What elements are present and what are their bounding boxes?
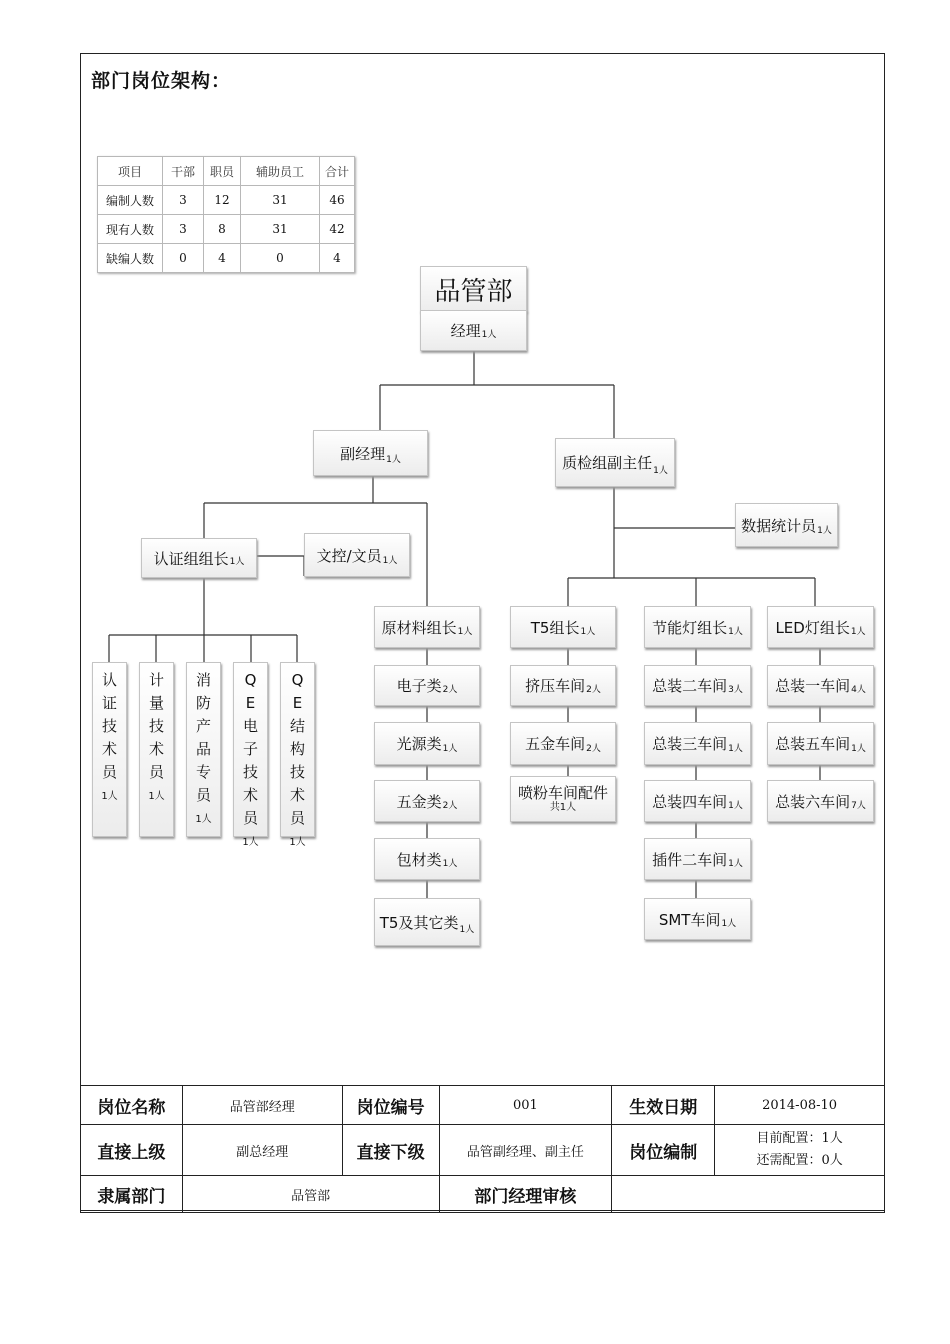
dept-title-box: [420, 266, 527, 312]
spray-title: 喷粉车间配件: [517, 784, 608, 802]
deputy-title: 副经理: [340, 444, 386, 463]
qe-structure-count: 1人: [289, 837, 306, 848]
table-cell: 12: [204, 186, 241, 215]
stats-count: 1人: [817, 526, 832, 536]
manager-count: 1人: [481, 330, 497, 340]
table-row: [81, 1176, 885, 1213]
review-label: 部门经理审核: [439, 1176, 612, 1213]
led-item-count: 1人: [851, 744, 866, 754]
material-item-electronic: [374, 665, 480, 706]
table-cell: 4: [320, 244, 355, 273]
eco-item-title: 总装四车间: [652, 792, 728, 811]
material-item-light-source: [374, 722, 480, 765]
superior-label: 直接上级: [81, 1125, 183, 1176]
effective-date-value: 2014-08-10: [715, 1086, 885, 1125]
deputy-count: 1人: [386, 455, 401, 465]
doc-control-box: [304, 533, 410, 577]
eco-item-count: 1人: [721, 919, 737, 929]
table-row: [81, 1125, 885, 1176]
material-item-title: 电子类: [396, 677, 442, 695]
dept-label: 隶属部门: [81, 1176, 183, 1213]
material-item-count: 2人: [442, 685, 458, 695]
review-value[interactable]: [612, 1176, 885, 1213]
t5-lead-count: 1人: [580, 627, 596, 637]
material-lead-title: 原材料组长: [381, 618, 457, 637]
qe-structure-title: QE结构技术员: [289, 671, 305, 827]
t5-item-count: 2人: [586, 744, 601, 754]
post-info-table: [80, 1085, 885, 1213]
led-lead-box: [767, 606, 874, 648]
qe-electronic-count: 1人: [242, 837, 259, 848]
page-heading: 部门岗位架构：: [91, 70, 232, 92]
metrology-tech-title: 计量技术员: [148, 671, 164, 781]
led-item-assembly-6: [767, 780, 874, 822]
eco-item-assembly-3: [644, 722, 751, 765]
material-item-count: 1人: [459, 925, 475, 935]
dept-value: 品管部: [182, 1176, 439, 1213]
fire-specialist-title: 消防产品专员: [195, 671, 211, 804]
eco-item-count: 3人: [728, 685, 743, 695]
spray-parts-box: [510, 776, 616, 822]
manager-title: 经理: [450, 322, 481, 340]
led-item-title: 总装一车间: [775, 677, 851, 695]
cert-tech-box: [92, 662, 127, 837]
material-lead-box: [374, 606, 480, 648]
material-item-title: T5及其它类: [379, 913, 459, 932]
table-cell: 42: [320, 215, 355, 244]
qc-vice-director-box: [555, 438, 675, 487]
doc-ctrl-count: 1人: [382, 556, 398, 566]
qc-vice-count: 1人: [653, 466, 668, 476]
effective-date-label: 生效日期: [612, 1086, 715, 1125]
table-cell: 31: [241, 186, 320, 215]
t5-item-count: 2人: [586, 685, 601, 695]
quota-value: [715, 1125, 885, 1176]
table-cell: 3: [163, 186, 204, 215]
fire-product-specialist-box: [186, 662, 221, 837]
subordinate-value: 品管副经理、副主任: [439, 1125, 612, 1176]
led-item-title: 总装五车间: [775, 735, 851, 753]
table-cell: 缺编人数: [98, 244, 163, 273]
eco-item-count: 1人: [728, 744, 743, 754]
cert-tech-title: 认证技术员: [101, 671, 117, 781]
eco-item-title: SMT车间: [658, 910, 721, 929]
material-item-hardware: [374, 780, 480, 822]
t5-item-title: 五金车间: [525, 735, 586, 753]
table-cell: 31: [241, 215, 320, 244]
cert-group-lead-box: [141, 538, 257, 578]
post-name-label: 岗位名称: [81, 1086, 183, 1125]
eco-lead-title: 节能灯组长: [652, 618, 728, 637]
cert-lead-title: 认证组组长: [153, 549, 229, 568]
quota-label: 岗位编制: [612, 1125, 715, 1176]
data-statistician-box: [735, 503, 838, 547]
qe-electronic-tech-box: [233, 662, 268, 848]
header-item: 项目: [98, 157, 163, 186]
eco-item-count: 1人: [728, 859, 743, 869]
metrology-tech-box: [139, 662, 174, 837]
cert-lead-count: 1人: [229, 557, 245, 567]
led-item-title: 总装六车间: [775, 792, 851, 811]
fire-specialist-count: 1人: [195, 814, 212, 825]
eco-item-assembly-2: [644, 665, 751, 706]
material-item-title: 五金类: [396, 792, 442, 811]
t5-lead-title: T5组长: [530, 618, 580, 637]
eco-item-title: 插件二车间: [652, 850, 728, 869]
stats-title: 数据统计员: [741, 516, 817, 535]
metrology-tech-count: 1人: [148, 791, 165, 802]
header-aux: 辅助员工: [241, 157, 320, 186]
post-no-label: 岗位编号: [342, 1086, 439, 1125]
material-item-title: 光源类: [396, 735, 442, 753]
led-lead-count: 1人: [850, 627, 866, 637]
table-cell: 3: [163, 215, 204, 244]
header-cadre: 干部: [163, 157, 204, 186]
table-cell: 4: [204, 244, 241, 273]
t5-item-title: 挤压车间: [525, 677, 586, 695]
table-cell: 0: [241, 244, 320, 273]
eco-lamp-lead-box: [644, 606, 751, 648]
eco-item-insertion-2: [644, 838, 751, 880]
material-item-packaging: [374, 838, 480, 880]
quota-current: 目前配置：1人: [756, 1131, 843, 1146]
qe-electronic-title: QE电子技术员: [242, 671, 258, 827]
subordinate-label: 直接下级: [342, 1125, 439, 1176]
eco-item-title: 总装二车间: [652, 677, 728, 695]
material-item-t5-other: [374, 898, 480, 946]
led-item-assembly-1: [767, 665, 874, 706]
superior-value: 副总经理: [182, 1125, 342, 1176]
post-no-value: 001: [439, 1086, 612, 1125]
led-item-count: 4人: [851, 685, 866, 695]
eco-lead-count: 1人: [728, 627, 743, 637]
eco-item-smt: [644, 898, 751, 940]
qe-structure-tech-box: [280, 662, 315, 848]
header-total: 合计: [320, 157, 355, 186]
doc-ctrl-title: 文控/文员: [316, 546, 382, 565]
table-cell: 0: [163, 244, 204, 273]
led-item-assembly-5: [767, 722, 874, 765]
eco-item-count: 1人: [728, 801, 743, 811]
eco-item-assembly-4: [644, 780, 751, 822]
material-item-count: 1人: [442, 859, 458, 869]
eco-item-title: 总装三车间: [652, 735, 728, 753]
cert-tech-count: 1人: [101, 791, 118, 802]
header-staff: 职员: [204, 157, 241, 186]
table-cell: 编制人数: [98, 186, 163, 215]
qc-vice-title: 质检组副主任: [562, 454, 653, 472]
post-name-value: 品管部经理: [182, 1086, 342, 1125]
led-lead-title: LED灯组长: [775, 618, 850, 637]
dept-title: 品管部: [434, 277, 513, 307]
deputy-manager-box: [313, 430, 428, 476]
material-lead-count: 1人: [457, 627, 473, 637]
t5-item-hardware: [510, 722, 616, 765]
manager-box: [420, 310, 527, 351]
material-item-count: 2人: [442, 801, 458, 811]
t5-item-extrusion: [510, 665, 616, 706]
spray-count: 共1人: [549, 802, 577, 813]
material-item-title: 包材类: [396, 850, 442, 869]
t5-lead-box: [510, 606, 616, 648]
material-item-count: 1人: [442, 744, 458, 754]
table-cell: 8: [204, 215, 241, 244]
table-cell: 46: [320, 186, 355, 215]
quota-need: 还需配置：0人: [756, 1153, 843, 1168]
led-item-count: 7人: [851, 801, 866, 811]
table-row: [81, 1086, 885, 1125]
table-cell: 现有人数: [98, 215, 163, 244]
